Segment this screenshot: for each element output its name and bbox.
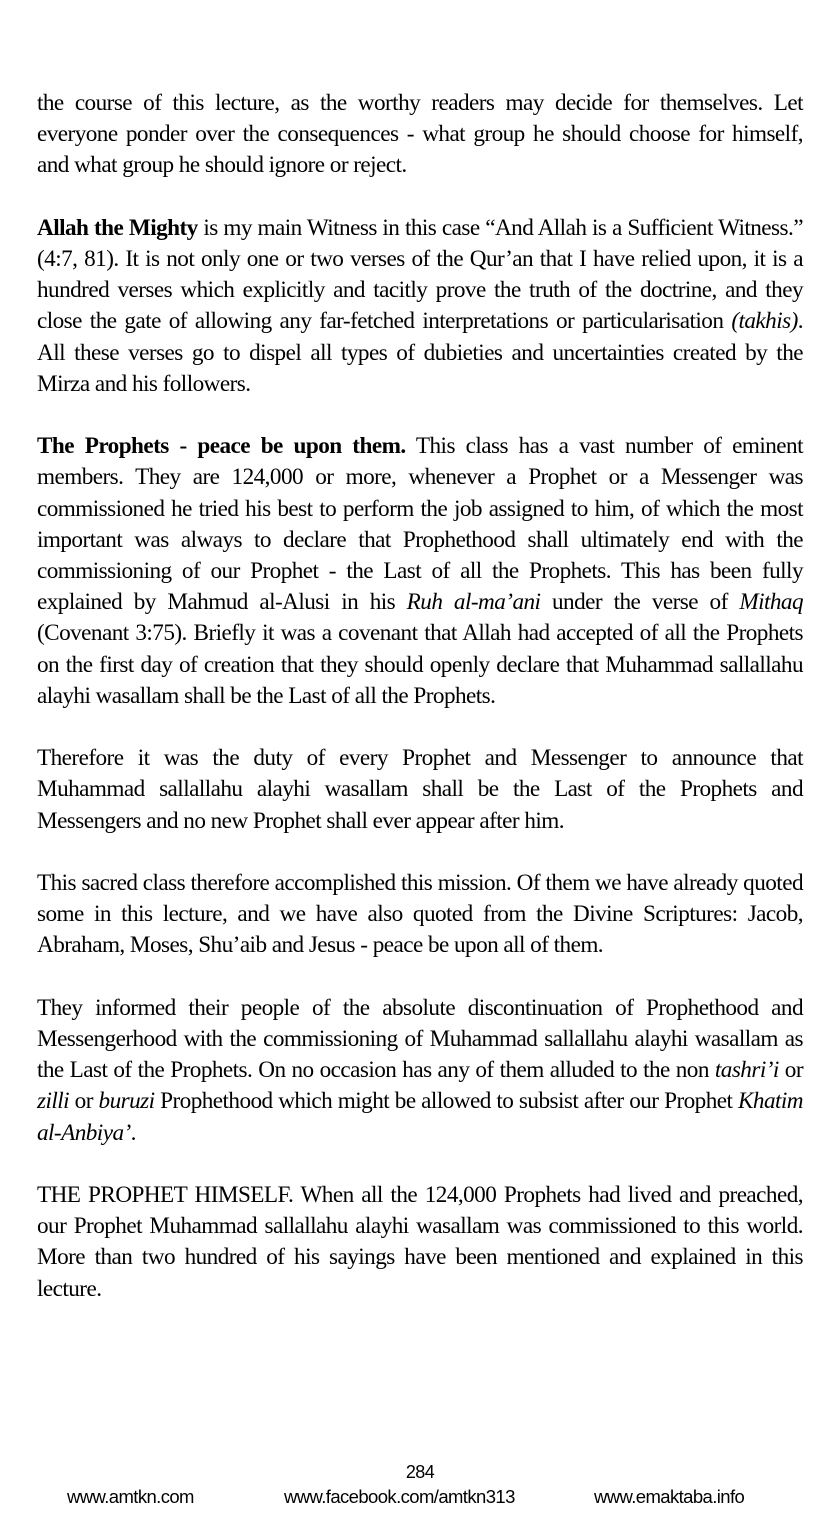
text-segment: is my main Witness in this case “And Allah is a Sufficient Witness.” (4:7, 81). It is not only one or two verses of the Qur’an that I have relied upon, it is a hundred verses which explicitly and tacitly prove the truth of the doctrine, and they close the gate of allowing any far-fetched interpretations or particularisation — [37, 214, 803, 335]
text-segment: This sacred class therefore accomplished this mission. Of them we have already quoted some in this lecture, and we have also quoted from the Divine Scriptures: Jacob, Abraham, Moses, Shu’aib and Jesus - peace be upon all of them. — [37, 870, 803, 959]
paragraph-informed-people — [37, 993, 803, 1149]
page-body — [37, 88, 803, 1305]
paragraph-lead-heading: Allah the Mighty — [37, 214, 198, 241]
page-number: 284 — [405, 1462, 435, 1482]
text-segment: . All these verses go to dispel all types of dubieties and uncertainties created by the Mirza and his followers. — [37, 308, 803, 397]
footer-link-facebook[interactable]: www.facebook.com/amtkn313 — [284, 1486, 515, 1507]
footer-link-emaktaba[interactable]: www.emaktaba.info — [594, 1486, 745, 1507]
text-segment: They informed their people of the absolute discontinuation of Prophethood and Messengerhood with the commissioning of Muhammad sallallahu alayhi wasallam as the Last of the Prophets. On no occasion has any of them alluded to the non — [37, 994, 803, 1084]
italic-term: buruzi — [98, 1088, 155, 1115]
italic-term: Khatim al-Anbiya’ — [37, 1088, 803, 1146]
italic-term: Mithaq — [739, 589, 803, 616]
paragraph-intro-continuation — [37, 88, 803, 182]
text-segment: or — [69, 1088, 99, 1115]
text-segment: under the verse of — [540, 589, 740, 616]
text-segment: This class has a vast number of eminent members. They are 124,000 or more, whenever a Prophet or a Messenger was commissioned he tried his best to perform the job assigned to him, of which the most important was always to declare that Prophethood shall ultimately end with the commissioning of our Prophet - the Last of all the Prophets. This has been fully explained by Mahmud al-Alusi in his — [37, 433, 803, 616]
paragraph-the-prophets — [37, 431, 803, 712]
italic-term: tashri’i — [714, 1057, 779, 1084]
paragraph-the-prophet-himself — [37, 1180, 803, 1305]
italic-term: Ruh al-ma’ani — [406, 589, 541, 616]
text-segment: or — [778, 1057, 803, 1084]
text-segment: Therefore it was the duty of every Prophet and Messenger to announce that Muhammad sallallahu alayhi wasallam shall be the Last of the Prophets and Messengers and no new Prophet shall ever appear after him. — [37, 745, 803, 834]
paragraph-lead-heading: The Prophets - peace be upon them. — [37, 433, 406, 460]
paragraph-allah-the-mighty — [37, 213, 803, 400]
paragraph-duty-of-prophets — [37, 743, 803, 837]
footer-link-amtkn[interactable]: www.amtkn.com — [67, 1486, 194, 1507]
text-segment: . — [130, 1119, 136, 1146]
paragraph-sacred-class — [37, 868, 803, 962]
italic-term: zilli — [37, 1088, 70, 1115]
text-segment: the course of this lecture, as the worthy readers may decide for themselves. Let everyone ponder over the consequences - what group he should choose for himself, and what group he should ignore or reject. — [37, 90, 803, 179]
footer-links — [0, 1486, 840, 1510]
italic-term: (takhis) — [731, 308, 798, 335]
text-segment: (Covenant 3:75). Briefly it was a covenant that Allah had accepted of all the Prophets on the first day of creation that they should openly declare that Muhammad sallallahu alayhi wasallam shall be the Last of all the Prophets. — [37, 620, 803, 709]
text-segment: Prophethood which might be allowed to subsist after our Prophet — [154, 1088, 739, 1115]
text-segment: THE PROPHET HIMSELF. When all the 124,000 Prophets had lived and preached, our Prophet Muhammad sallallahu alayhi wasallam was commissioned to this world. More than two hundred of his sayings have been mentioned and explained in this lecture. — [37, 1182, 803, 1302]
